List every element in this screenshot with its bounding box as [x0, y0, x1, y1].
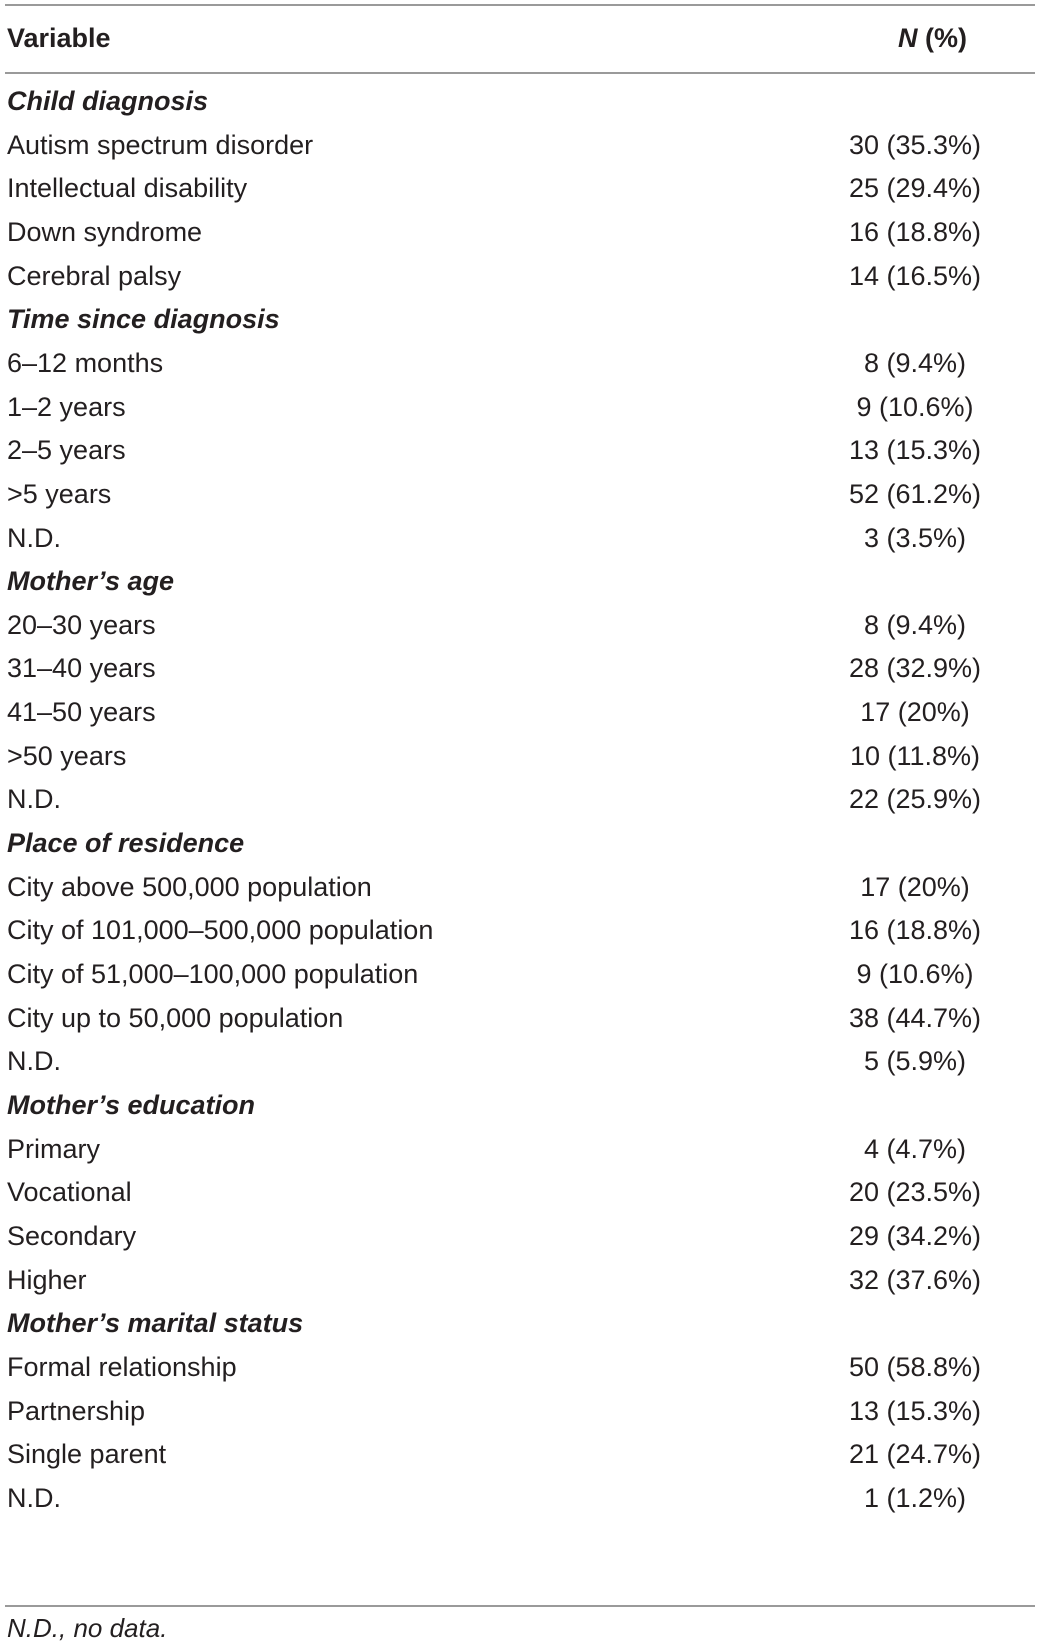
- section-heading-row: [7, 558, 1035, 604]
- row-label: 31–40 years: [7, 653, 156, 684]
- table-row: [7, 384, 1035, 430]
- row-value: 38 (44.7%): [848, 1002, 982, 1033]
- row-label: 20–30 years: [7, 609, 156, 640]
- table-row: [7, 907, 1035, 953]
- table-row: [7, 995, 1035, 1041]
- section-heading-row: [7, 1082, 1035, 1128]
- table-row: [7, 253, 1035, 299]
- row-label: Vocational: [7, 1177, 132, 1208]
- row-label: Cerebral palsy: [7, 260, 182, 291]
- row-label: 6–12 months: [7, 347, 164, 378]
- row-value: 21 (24.7%): [848, 1439, 982, 1470]
- table-row: [7, 733, 1035, 779]
- row-label: Higher: [7, 1264, 87, 1295]
- row-label: City of 51,000–100,000 population: [7, 959, 419, 989]
- table-row: [7, 1475, 1035, 1521]
- section-heading-row: [7, 78, 1035, 124]
- row-value: 4 (4.7%): [863, 1133, 967, 1164]
- row-label: N.D.: [7, 522, 61, 553]
- section-heading: Time since diagnosis: [7, 304, 280, 335]
- row-value: 9 (10.6%): [856, 959, 974, 989]
- row-value: 16 (18.8%): [848, 216, 982, 247]
- table-header-row: [7, 15, 1035, 61]
- row-value: 17 (20%): [860, 871, 970, 902]
- table-row: [7, 1257, 1035, 1303]
- row-label: City above 500,000 population: [7, 871, 372, 902]
- row-label: Formal relationship: [7, 1351, 237, 1382]
- section-heading-row: [7, 820, 1035, 866]
- table-row: [7, 864, 1035, 910]
- row-label: Secondary: [7, 1220, 137, 1251]
- table-row: [7, 427, 1035, 473]
- row-value: 50 (58.8%): [848, 1351, 982, 1382]
- table-top-rule: [5, 4, 1035, 6]
- table-row: [7, 689, 1035, 735]
- row-value: 3 (3.5%): [863, 522, 967, 553]
- row-label: Down syndrome: [7, 216, 203, 247]
- row-value: 20 (23.5%): [848, 1177, 982, 1208]
- section-heading-row: [7, 296, 1035, 342]
- table-row: [7, 1388, 1035, 1434]
- row-label: N.D.: [7, 784, 61, 815]
- table-row: [7, 1126, 1035, 1172]
- row-value: 8 (9.4%): [863, 347, 967, 378]
- table-row: [7, 776, 1035, 822]
- section-heading: Mother’s age: [7, 566, 175, 597]
- section-heading: Child diagnosis: [7, 86, 209, 116]
- row-value: 16 (18.8%): [848, 915, 982, 946]
- section-heading-row: [7, 1300, 1035, 1346]
- row-value: 14 (16.5%): [848, 260, 982, 291]
- table-row: [7, 122, 1035, 168]
- row-label: >50 years: [7, 740, 127, 771]
- table-row: [7, 1431, 1035, 1477]
- table-header-rule: [5, 72, 1035, 74]
- row-value: 52 (61.2%): [848, 478, 982, 509]
- header-n-percent: [898, 15, 967, 61]
- row-label: Intellectual disability: [7, 173, 248, 204]
- table-row: [7, 340, 1035, 386]
- row-value: 32 (37.6%): [848, 1264, 982, 1295]
- row-label: Partnership: [7, 1395, 146, 1426]
- row-label: City of 101,000–500,000 population: [7, 915, 434, 946]
- header-percent: (%): [917, 23, 967, 53]
- row-label: City up to 50,000 population: [7, 1002, 344, 1033]
- table-row: [7, 1213, 1035, 1259]
- table-row: [7, 951, 1035, 997]
- header-n-italic: N: [898, 23, 918, 53]
- row-value: 1 (1.2%): [863, 1482, 967, 1513]
- table-row: [7, 645, 1035, 691]
- row-label: 1–2 years: [7, 391, 126, 422]
- row-label: >5 years: [7, 478, 112, 509]
- table-footnote: N.D., no data.: [7, 1613, 168, 1643]
- row-value: 13 (15.3%): [848, 435, 982, 466]
- row-value: 13 (15.3%): [848, 1395, 982, 1426]
- row-label: N.D.: [7, 1046, 61, 1077]
- row-value: 10 (11.8%): [849, 740, 981, 771]
- table-bottom-rule: [5, 1605, 1035, 1607]
- table-row: [7, 471, 1035, 517]
- table-row: [7, 515, 1035, 561]
- row-value: 8 (9.4%): [863, 609, 967, 640]
- section-heading: Mother’s marital status: [7, 1308, 304, 1339]
- row-value: 29 (34.2%): [848, 1220, 982, 1251]
- row-value: 5 (5.9%): [863, 1046, 967, 1077]
- row-value: 30 (35.3%): [848, 129, 982, 160]
- header-variable: Variable: [7, 23, 111, 53]
- row-value: 25 (29.4%): [848, 173, 982, 204]
- row-label: N.D.: [7, 1482, 61, 1513]
- row-value: 28 (32.9%): [848, 653, 982, 684]
- table-row: [7, 1169, 1035, 1215]
- section-heading: Place of residence: [7, 828, 245, 859]
- row-label: Single parent: [7, 1439, 167, 1470]
- table-row: [7, 209, 1035, 255]
- row-label: Autism spectrum disorder: [7, 129, 314, 160]
- row-value: 17 (20%): [860, 697, 970, 728]
- row-label: Primary: [7, 1133, 100, 1164]
- row-value: 22 (25.9%): [848, 784, 982, 815]
- row-label: 41–50 years: [7, 697, 156, 728]
- table-row: [7, 1344, 1035, 1390]
- row-value: 9 (10.6%): [856, 391, 974, 422]
- row-label: 2–5 years: [7, 435, 126, 466]
- section-heading: Mother’s education: [7, 1089, 256, 1120]
- table-row: [7, 602, 1035, 648]
- table-row: [7, 165, 1035, 211]
- table-row: [7, 1038, 1035, 1084]
